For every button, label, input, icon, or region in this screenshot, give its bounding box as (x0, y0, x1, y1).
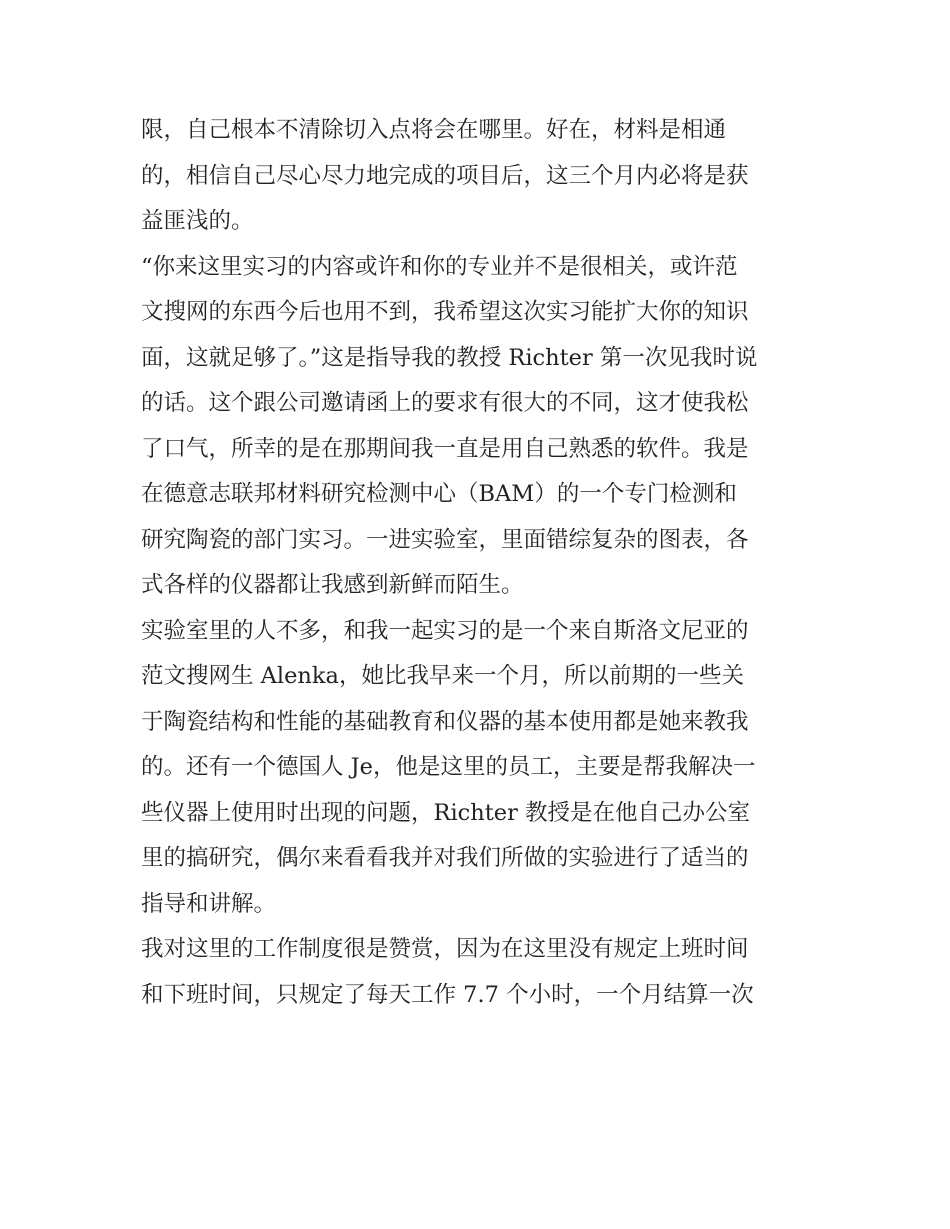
text-line: 在德意志联邦材料研究检测中心（BAM）的一个专门检测和 (141, 481, 737, 507)
text-line: 了口气，所幸的是在那期间我一直是用自己熟悉的软件。我是 (141, 435, 749, 462)
text-line: 里的搞研究，偶尔来看看我并对我们所做的实验进行了适当的 (141, 845, 749, 871)
paragraph-2 (141, 245, 816, 609)
text-line: 的话。这个跟公司邀请函上的要求有很大的不同，这才使我松 (141, 390, 749, 416)
text-line: 限，自己根本不清除切入点将会在哪里。好在，材料是相通 (141, 117, 727, 143)
text-line: 文搜网的东西今后也用不到，我希望这次实习能扩大你的知识 (141, 299, 749, 325)
text-line: “你来这里实习的内容或许和你的专业并不是很相关，或许范 (141, 253, 738, 280)
text-line: 范文搜网生 Alenka，她比我早来一个月，所以前期的一些关 (141, 663, 744, 689)
text-line: 些仪器上使用时出现的问题，Richter 教授是在他自己办公室 (141, 799, 750, 826)
text-line: 面，这就足够了。”这是指导我的教授 Richter 第一次见我时说 (141, 344, 758, 371)
text-line: 的，相信自己尽心尽力地完成的项目后，这三个月内必将是获 (141, 162, 749, 189)
text-line: 的。还有一个德国人 Je，他是这里的员工，主要是帮我解决一 (141, 754, 756, 780)
text-line: 益匪浅的。 (141, 208, 254, 234)
paragraph-3 (141, 609, 816, 928)
text-line: 实验室里的人不多，和我一起实习的是一个来自斯洛文尼亚的 (141, 617, 749, 644)
paragraph-4 (141, 927, 816, 1018)
text-line: 我对这里的工作制度很是赞赏，因为在这里没有规定上班时间 (141, 936, 749, 962)
text-line: 研究陶瓷的部门实习。一进实验室，里面错综复杂的图表，各 (141, 526, 749, 553)
paragraph-1 (141, 108, 816, 245)
text-line: 式各样的仪器都让我感到新鲜而陌生。 (141, 572, 524, 598)
text-line: 指导和讲解。 (141, 890, 277, 917)
body-text (141, 108, 816, 1018)
text-line: 于陶瓷结构和性能的基础教育和仪器的基本使用都是她来教我 (141, 708, 749, 735)
text-line: 和下班时间，只规定了每天工作 7.7 个小时，一个月结算一次 (141, 981, 754, 1008)
